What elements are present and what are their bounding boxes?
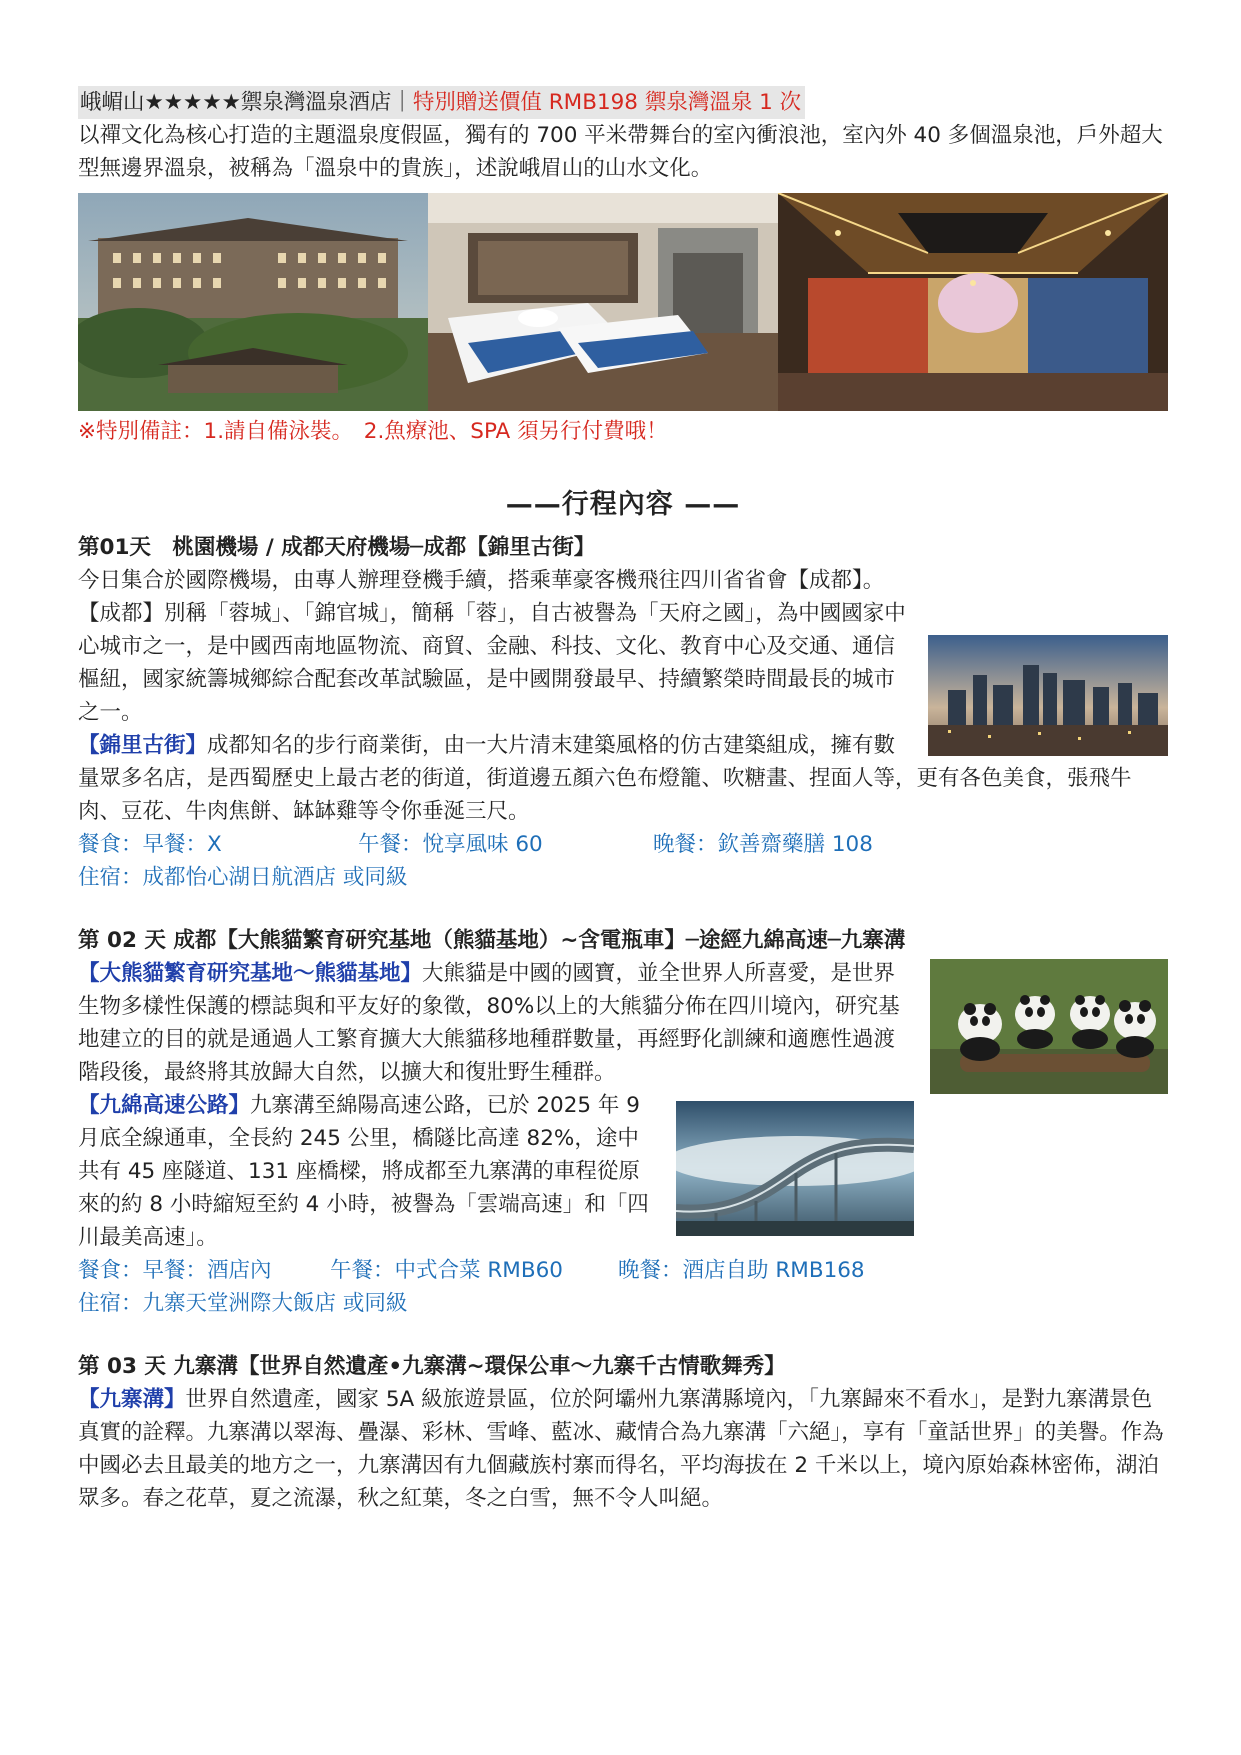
highway-photo	[676, 1101, 914, 1236]
day-2-meals	[78, 1254, 1168, 1287]
day-1-title: 第01天 桃園機場 / 成都天府機場─成都【錦里古街】	[78, 535, 596, 560]
hotel-lobby-photo	[778, 193, 1168, 411]
jiuzhaigou-description: 世界自然遺產，國家 5A 級旅遊景區，位於阿壩州九寨溝縣境內，「九寨歸來不看水」，是對九寨溝景色真實的詮釋。九寨溝以翠海、疊瀑、彩林、雪峰、藍冰、藏情合為九寨溝「六絕」，享有「童話世界」的美譽。作為中國必去且最美的地方之一，九寨溝因有九個藏族村寨而得名，平均海拔在 2 千米以上，境內原始森林密佈，湖泊眾多。春之花草，夏之流瀑，秋之紅葉，冬之白雪，無不令人叫絕。	[78, 1387, 1164, 1511]
hotel-title	[78, 86, 805, 119]
itinerary-page	[78, 86, 1168, 1515]
itinerary-heading: ——行程內容 ——	[505, 489, 741, 520]
jiumian-highway-label: 【九綿高速公路】	[78, 1093, 251, 1118]
hotel-description: 以禪文化為核心打造的主題溫泉度假區，獨有的 700 平米帶舞台的室內衝浪池，室內外 40 多個溫泉池，戶外超大型無邊界溫泉，被稱為「溫泉中的貴族」，述說峨眉山的山水文化。	[78, 123, 1163, 181]
hotel-note: ※特別備註：1.請自備泳裝。 2.魚療池、SPA 須另行付費哦！	[78, 419, 668, 444]
day-3-jiuzhaigou-paragraph	[78, 1383, 1168, 1515]
day-1-breakfast: 餐食：早餐：X	[78, 832, 222, 857]
day-2-lunch: 午餐：中式合菜 RMB60	[330, 1258, 563, 1283]
hotel-exterior-photo	[78, 193, 428, 411]
hotel-room-photo	[428, 193, 778, 411]
chengdu-skyline-photo	[928, 635, 1168, 756]
day-1-stay: 住宿：成都怡心湖日航酒店 或同級	[78, 865, 408, 890]
day-2-breakfast: 餐食：早餐：酒店內	[78, 1258, 272, 1283]
day-2-title: 第 02 天 成都【大熊貓繁育研究基地（熊貓基地）~含電瓶車】─途經九綿高速─九寨溝	[78, 928, 906, 953]
jinli-street-label: 【錦里古街】	[78, 733, 208, 758]
day-2-stay: 住宿：九寨天堂洲際大飯店 或同級	[78, 1291, 408, 1316]
day-3-title: 第 03 天 九寨溝【世界自然遺產•九寨溝~環保公車～九寨千古情歌舞秀】	[78, 1354, 786, 1379]
day-1-intro: 今日集合於國際機場，由專人辦理登機手續，搭乘華豪客機飛往四川省省會【成都】。	[78, 568, 885, 593]
panda-photo	[930, 959, 1168, 1094]
hotel-header	[78, 86, 1168, 119]
day-1-lunch: 午餐：悅享風味 60	[358, 832, 543, 857]
day-1	[78, 531, 1168, 894]
panda-base-label: 【大熊貓繁育研究基地～熊貓基地】	[78, 961, 423, 986]
jinli-street-description: 成都知名的步行商業街，由一大片清末建築風格的仿古建築組成，擁有數量眾多名店，是西蜀歷史上最古老的街道，街道邊五顏六色布燈籠、吹糖畫、捏面人等，更有各色美食，張飛牛肉、豆花、牛肉焦餅、缽缽雞等令你垂涎三尺。	[78, 733, 1132, 824]
day-2-dinner: 晚餐：酒店自助 RMB168	[618, 1258, 865, 1283]
day-3	[78, 1350, 1168, 1515]
hotel-photo-strip	[78, 193, 1168, 411]
day-2	[78, 924, 1168, 1320]
hotel-promo: 特別贈送價值 RMB198 禦泉灣溫泉 1 次	[412, 90, 802, 115]
hotel-name: 峨嵋山★★★★★禦泉灣溫泉酒店｜	[80, 90, 413, 115]
day-2-highway-paragraph	[78, 1089, 1168, 1254]
panda-base-description: 大熊貓是中國的國寶，並全世界人所喜愛，是世界生物多樣性保護的標誌與和平友好的象徵，80%以上的大熊貓分佈在四川境內，研究基地建立的目的就是通過人工繁育擴大大熊貓移地種群數量，再經野化訓練和適應性過渡階段後，最終將其放歸大自然，以擴大和復壯野生種群。	[78, 961, 900, 1085]
day-1-dinner: 晚餐：欽善齋藥膳 108	[653, 832, 873, 857]
day-1-meals	[78, 828, 1168, 861]
jiumian-highway-description: 九寨溝至綿陽高速公路，已於 2025 年 9 月底全線通車，全長約 245 公里，橋隧比高達 82%，途中共有 45 座隧道、131 座橋樑，將成都至九寨溝的車程從原來的約 8 小時縮短至約 4 小時，被譽為「雲端高速」和「四川最美高速」。	[78, 1093, 649, 1250]
day-1-chengdu-description: 【成都】別稱「蓉城」、「錦官城」，簡稱「蓉」，自古被譽為「天府之國」，為中國國家中心城市之一，是中國西南地區物流、商貿、金融、科技、文化、教育中心及交通、通信樞紐，國家統籌城鄉綜合配套改革試驗區，是中國開發最早、持續繁榮時間最長的城市之一。	[78, 601, 906, 725]
jiuzhaigou-label: 【九寨溝】	[78, 1387, 186, 1412]
